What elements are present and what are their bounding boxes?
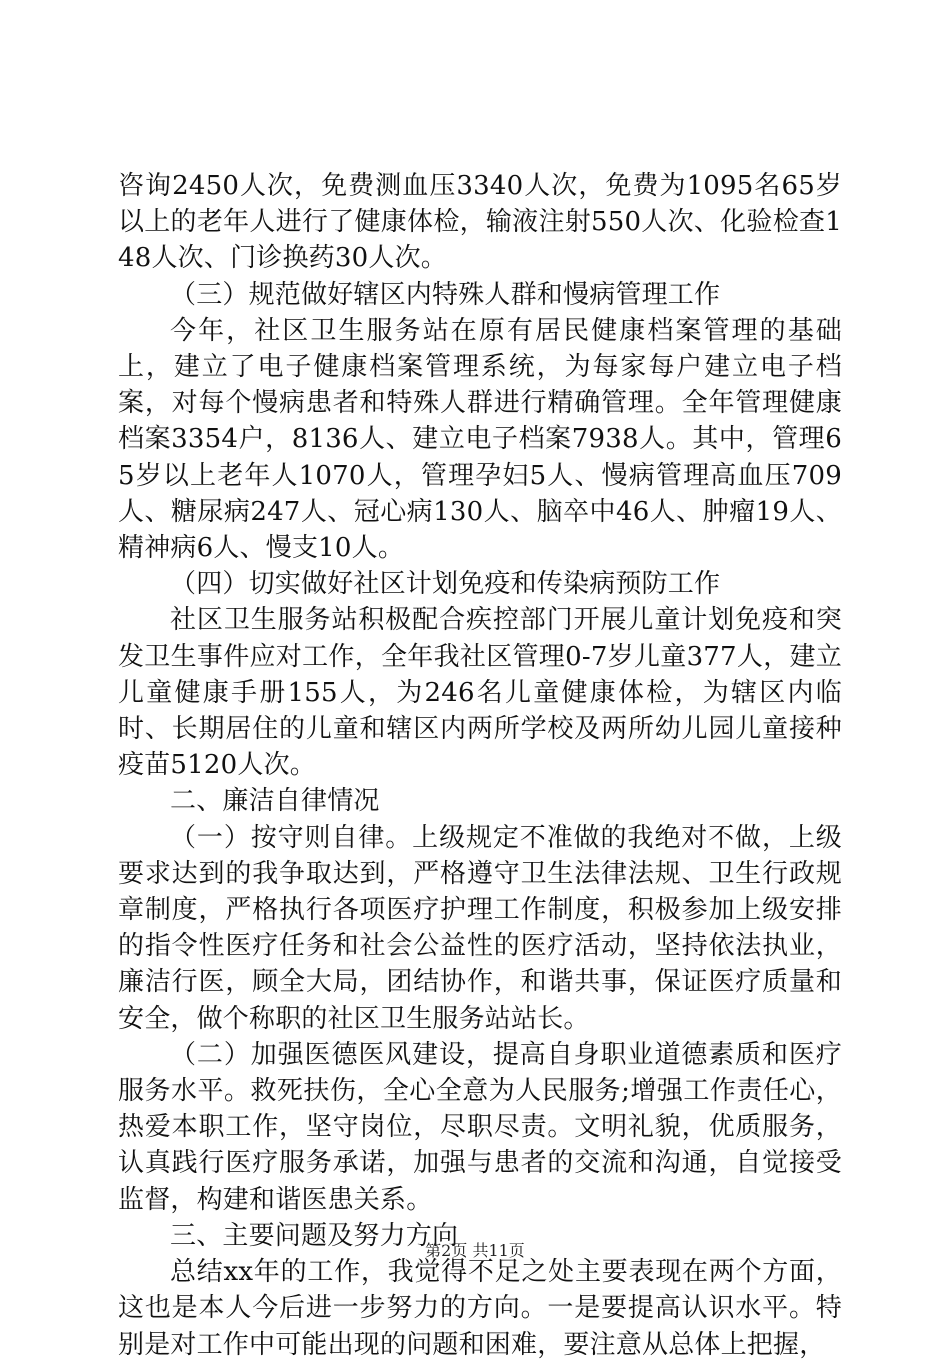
page-number-footer: 第2页 共11页 <box>425 1241 525 1260</box>
paragraph-continuation: 咨询2450人次，免费测血压3340人次，免费为1095名65岁以上的老年人进行了健康体检，输液注射550人次、化验检查148人次、门诊换药30人次。 <box>118 171 842 274</box>
paragraph-self-discipline: （一）按守则自律。上级规定不准做的我绝对不做，上级要求达到的我争取达到，严格遵守卫生法律法规、卫生行政规章制度，严格执行各项医疗护理工作制度，积极参加上级安排的指令性医疗任务和社会公益性的医疗活动，坚持依法执业，廉洁行医，顾全大局，团结协作，和谐共事，保证医疗质量和安全，做个称职的社区卫生服务站站长。 <box>118 822 842 1034</box>
paragraph-medical-ethics: （二）加强医德医风建设，提高自身职业道德素质和医疗服务水平。救死扶伤，全心全意为人民服务;增强工作责任心，热爱本职工作，坚守岗位，尽职尽责。文明礼貌，优质服务，认真践行医疗服务承诺，加强与患者的交流和沟通，自觉接受监督，构建和谐医患关系。 <box>118 1039 842 1215</box>
section-heading-4: （四）切实做好社区计划免疫和传染病预防工作 <box>170 569 721 600</box>
section-heading-integrity: 二、廉洁自律情况 <box>170 786 380 817</box>
paragraph-health-records: 今年，社区卫生服务站在原有居民健康档案管理的基础上，建立了电子健康档案管理系统，为每家每户建立电子档案，对每个慢病患者和特殊人群进行精确管理。全年管理健康档案3354户，8136人、建立电子档案7938人。其中，管理65岁以上老年人1070人，管理孕妇5人、慢病管理高血压709人、糖尿病247人、冠心病130人、脑卒中46人、肿瘤19人、精神病6人、慢支10人。 <box>118 315 842 564</box>
paragraph-summary: 总结xx年的工作，我觉得不足之处主要表现在两个方面，这也是本人今后进一步努力的方向。一是要提高认识水平。特别是对工作中可能出现的问题和困难，要注意从总体上把握， <box>118 1257 842 1360</box>
paragraph-immunization: 社区卫生服务站积极配合疾控部门开展儿童计划免疫和突发卫生事件应对工作，全年我社区管理0-7岁儿童377人，建立儿童健康手册155人，为246名儿童健康体检，为辖区内临时、长期居住的儿童和辖区内两所学校及两所幼儿园儿童接种疫苗5120人次。 <box>118 605 842 781</box>
section-heading-3: （三）规范做好辖区内特殊人群和慢病管理工作 <box>170 279 721 310</box>
document-body <box>118 168 842 1363</box>
section-heading-problems: 三、主要问题及努力方向 <box>170 1220 459 1251</box>
